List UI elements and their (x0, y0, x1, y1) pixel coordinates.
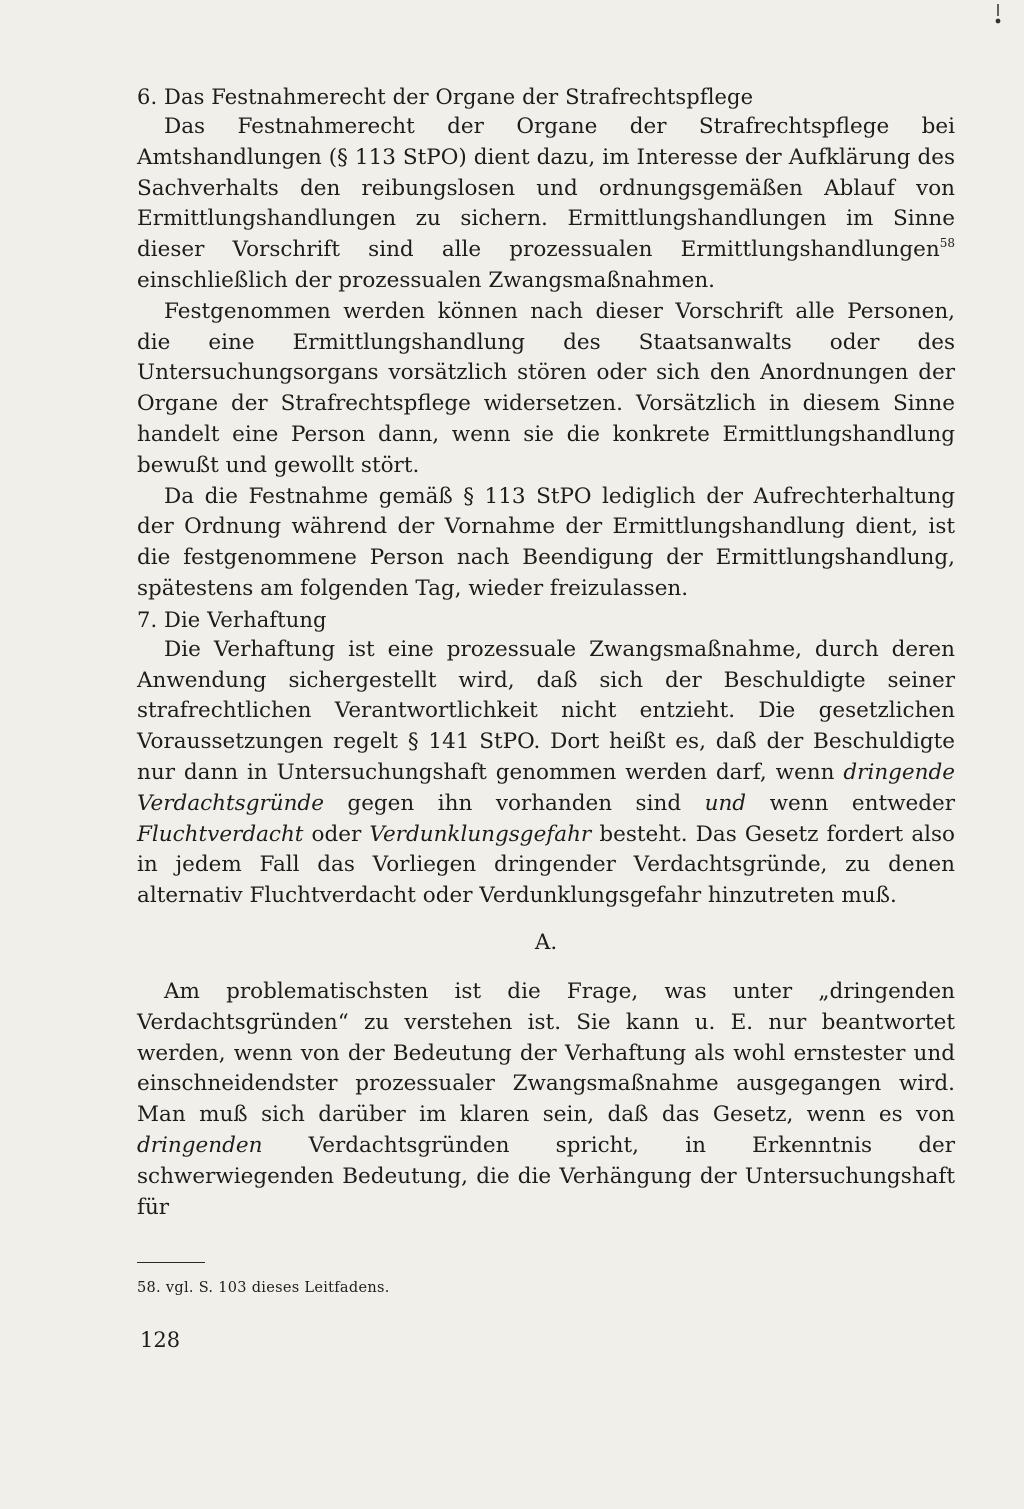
section-7-paragraph-2: Am problematischsten ist die Frage, was unter „dringenden Verdachtsgründen“ zu verstehen ist. Sie kann u. E. nur beantwortet werden, wenn von der Bedeutung der Verhaftung als wohl ernstester und einschneidendster prozessualer Zwangsmaßnahme ausgegangen wird. Man muß sich darüber im klaren sein, daß das Gesetz, wenn es von dringenden Verdachtsgründen spricht, in Erkenntnis der schwerwiegenden Bedeutung, die die Verhängung der Untersuchungshaft für (137, 978, 955, 1220)
section-7-paragraph-1: Die Verhaftung ist eine prozessuale Zwangsmaßnahme, durch deren Anwendung sichergestellt wird, daß sich der Beschuldigte seiner strafrechtlichen Verantwortlichkeit nicht entzieht. Die gesetzlichen Voraussetzungen regelt § 141 StPO. Dort heißt es, daß der Beschuldigte nur dann in Untersuchungshaft genommen werden darf, wenn dringende Verdachtsgründe gegen ihn vorhanden sind und wenn entweder Fluchtverdacht oder Verdunklungsgefahr besteht. Das Gesetz fordert also in jedem Fall das Vorliegen dringender Verdachtsgründe, zu denen alternativ Fluchtverdacht oder Verdunklungsgefahr hinzutreten muß. (137, 636, 956, 909)
section-6-paragraph-2: Festgenommen werden können nach dieser Vorschrift alle Personen, die eine Ermittlungshandlung des Staatsanwalts oder des Untersuchungsorgans vorsätzlich stören oder sich den Anordnungen der Organe der Strafrechtspflege widersetzen. Vorsätzlich in diesem Sinne handelt eine Person dann, wenn sie die konkrete Ermittlungshandlung bewußt und gewollt stört. (137, 298, 955, 478)
text-column (137, 82, 955, 1223)
emphasis-fluchtverdacht: Fluchtverdacht (137, 821, 304, 847)
section-6-paragraph-3: Da die Festnahme gemäß § 113 StPO lediglich der Aufrechterhaltung der Ordnung während der Vornahme der Ermittlungshandlung dient, ist die festgenommene Person nach Beendigung der Ermittlungshandlung, spätestens am folgenden Tag, wieder freizulassen. (137, 483, 955, 601)
emphasis-und: und (704, 790, 747, 816)
footnote-reference: 58 (939, 236, 955, 251)
emphasis-dringenden: dringenden (137, 1132, 263, 1158)
print-speck-mark (995, 4, 1001, 30)
subsection-a-marker: A. (534, 929, 558, 955)
footnote-divider (137, 1262, 205, 1263)
section-6-paragraph-1: Das Festnahmerecht der Organe der Strafrechtspflege bei Amtshandlungen (§ 113 StPO) dient dazu, im Interesse der Aufklärung des Sachverhalts den reibungslosen und ordnungsgemäßen Ablauf von Ermittlungshandlungen zu sichern. Ermittlungshandlungen im Sinne dieser Vorschrift sind alle prozessualen Ermittlungshandlungen$^{58}$ einschließlich der prozessualen Zwangsmaßnahmen. (137, 114, 955, 293)
footnote-58: 58. vgl. S. 103 dieses Leitfadens. (137, 1280, 390, 1296)
emphasis-verdunklungsgefahr: Verdunklungsgefahr (369, 821, 592, 847)
section-6-heading: 6. Das Festnahmerecht der Organe der Strafrechtspflege (137, 85, 754, 109)
section-7-heading: 7. Die Verhaftung (137, 607, 327, 632)
emphasis-dringende-verdachtsgruende: dringende Verdachtsgründe (137, 759, 955, 816)
page-number: 128 (140, 1328, 181, 1352)
